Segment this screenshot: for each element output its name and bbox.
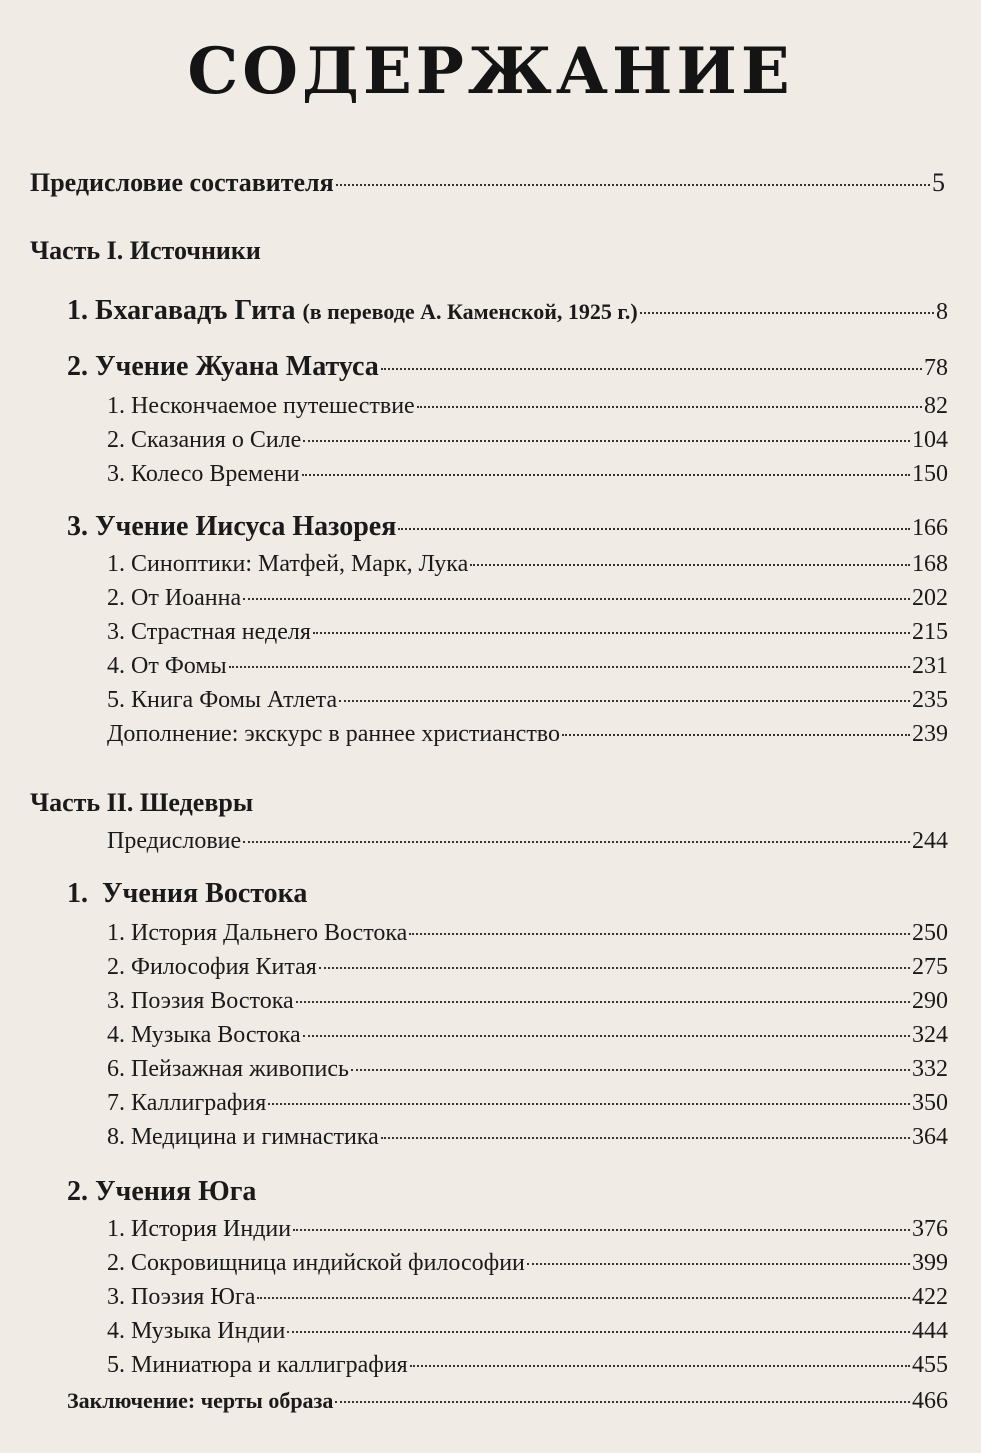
entry-label: 2. Сокровищница индийской философии [107, 1250, 525, 1276]
entry-label: 4. Музыка Индии [107, 1318, 286, 1344]
toc-subentry [107, 1022, 948, 1049]
entry-label: Предисловие [107, 828, 242, 854]
entry-label: 5. Миниатюра и каллиграфия [107, 1352, 408, 1378]
dot-leader [410, 1365, 910, 1367]
page-title: СОДЕРЖАНИЕ [187, 34, 794, 109]
toc-subentry [107, 653, 948, 680]
dot-leader [640, 312, 934, 314]
entry-label: 2. Философия Китая [107, 954, 317, 980]
toc-entry-preface [30, 168, 945, 198]
part-1-heading: Часть I. Источники [30, 236, 261, 265]
dot-leader [562, 734, 910, 736]
entry-page: 78 [924, 355, 948, 381]
toc-subentry [107, 721, 948, 748]
toc-subentry [107, 1090, 948, 1117]
entry-page: 202 [912, 585, 948, 611]
dot-leader [243, 841, 910, 843]
dot-leader [335, 1401, 910, 1403]
entry-page: 82 [924, 393, 948, 419]
entry-page: 235 [912, 687, 948, 713]
entry-page: 8 [936, 299, 948, 325]
dot-leader [229, 666, 910, 668]
entry-page: 376 [912, 1216, 948, 1242]
entry-page: 466 [912, 1388, 948, 1414]
toc-subentry [107, 1352, 948, 1379]
dot-leader [417, 406, 922, 408]
entry-page: 244 [912, 828, 948, 854]
toc-subentry [107, 1284, 948, 1311]
toc-entry-conclusion [67, 1388, 948, 1415]
toc-subentry [107, 954, 948, 981]
entry-label: 2. От Иоанна [107, 585, 242, 611]
toc-subentry [107, 461, 948, 488]
dot-leader [303, 440, 910, 442]
toc-subentry [107, 1056, 948, 1083]
entry-label: 3. Поэзия Юга [107, 1284, 256, 1310]
entry-page: 166 [912, 515, 948, 541]
dot-leader [381, 1137, 910, 1139]
entry-page: 290 [912, 988, 948, 1014]
entry-label: 4. От Фомы [107, 653, 227, 679]
dot-leader [319, 967, 910, 969]
entry-page: 399 [912, 1250, 948, 1276]
entry-page: 5 [932, 168, 945, 197]
entry-page: 422 [912, 1284, 948, 1310]
entry-note: (в переводе А. Каменской, 1925 г.) [302, 299, 638, 324]
dot-leader [398, 528, 910, 530]
entry-label: 5. Книга Фомы Атлета [107, 687, 338, 713]
dot-leader [303, 1035, 910, 1037]
entry-label: Заключение: черты образа [67, 1388, 334, 1413]
entry-label: 7. Каллиграфия [107, 1090, 267, 1116]
entry-label: 8. Медицина и гимнастика [107, 1124, 379, 1150]
entry-label: 3. Колесо Времени [107, 461, 300, 487]
toc-subentry [107, 551, 948, 578]
entry-page: 444 [912, 1318, 948, 1344]
toc-subentry [107, 1124, 948, 1151]
toc-subentry [107, 427, 948, 454]
entry-label: 1. История Индии [107, 1216, 292, 1242]
dot-leader [293, 1229, 910, 1231]
entry-page: 364 [912, 1124, 948, 1150]
entry-label: 6. Пейзажная живопись [107, 1056, 349, 1082]
toc-subentry [107, 585, 948, 612]
toc-subentry [107, 988, 948, 1015]
toc-subentry [107, 687, 948, 714]
entry-page: 324 [912, 1022, 948, 1048]
dot-leader [287, 1331, 910, 1333]
entry-page: 350 [912, 1090, 948, 1116]
entry-label: 1. Бхагавадъ Гита [67, 295, 296, 326]
entry-page: 104 [912, 427, 948, 453]
entry-label: 3. Страстная неделя [107, 619, 311, 645]
entry-label: 2. Сказания о Силе [107, 427, 302, 453]
entry-page: 332 [912, 1056, 948, 1082]
dot-leader [470, 564, 910, 566]
dot-leader [336, 184, 930, 186]
toc-subentry [107, 920, 948, 947]
entry-page: 239 [912, 721, 948, 747]
dot-leader [257, 1297, 910, 1299]
dot-leader [296, 1001, 910, 1003]
toc-subentry [107, 1216, 948, 1243]
entry-label: 1. Синоптики: Матфей, Марк, Лука [107, 551, 469, 577]
entry-label: Предисловие составителя [30, 168, 334, 197]
toc-subentry [107, 619, 948, 646]
toc-subentry [107, 1318, 948, 1345]
dot-leader [243, 598, 910, 600]
section-heading-south: 2. Учения Юга [67, 1176, 257, 1207]
entry-page: 215 [912, 619, 948, 645]
entry-page: 275 [912, 954, 948, 980]
entry-page: 455 [912, 1352, 948, 1378]
toc-subentry [107, 1250, 948, 1277]
entry-page: 150 [912, 461, 948, 487]
part-2-heading: Часть II. Шедевры [30, 788, 254, 817]
toc-entry-gita [67, 295, 948, 327]
entry-label: Дополнение: экскурс в раннее христианство [107, 721, 560, 747]
dot-leader [339, 700, 910, 702]
entry-page: 231 [912, 653, 948, 679]
toc-entry-matus [67, 351, 948, 383]
entry-label: 2. Учение Жуана Матуса [67, 351, 379, 382]
entry-label: 3. Поэзия Востока [107, 988, 294, 1014]
section-heading-east: 1. Учения Востока [67, 878, 308, 909]
entry-page: 168 [912, 551, 948, 577]
dot-leader [527, 1263, 910, 1265]
entry-label: 4. Музыка Востока [107, 1022, 301, 1048]
toc-subentry [107, 393, 948, 420]
entry-page: 250 [912, 920, 948, 946]
entry-label: 3. Учение Иисуса Назорея [67, 511, 397, 542]
entry-label: 1. Нескончаемое путешествие [107, 393, 415, 419]
dot-leader [313, 632, 910, 634]
dot-leader [268, 1103, 910, 1105]
toc-entry-jesus [67, 511, 948, 543]
dot-leader [302, 474, 910, 476]
toc-subentry [107, 828, 948, 855]
dot-leader [351, 1069, 910, 1071]
entry-label: 1. История Дальнего Востока [107, 920, 408, 946]
dot-leader [381, 368, 922, 370]
dot-leader [409, 933, 910, 935]
